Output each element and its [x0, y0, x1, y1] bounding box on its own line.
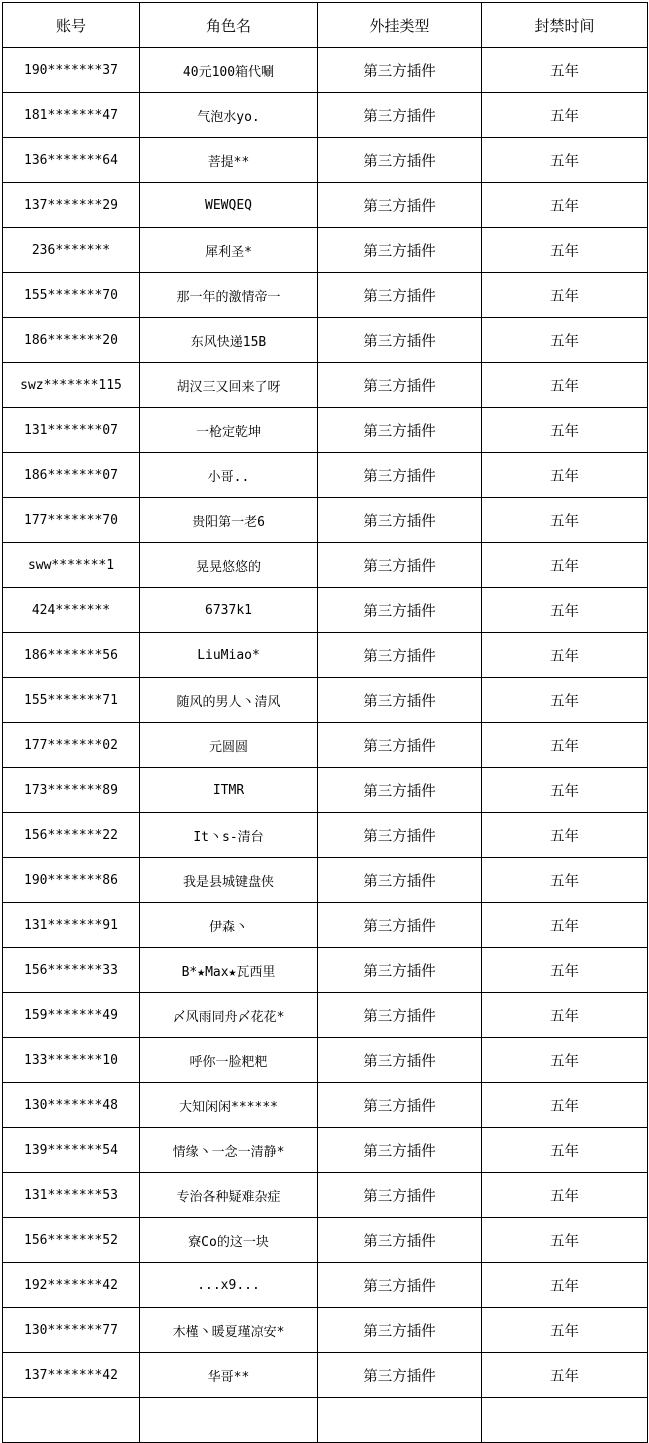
- ban-duration-cell: 五年: [482, 1353, 648, 1398]
- cheat-type-cell: 第三方插件: [318, 723, 482, 768]
- table-row: [3, 1038, 648, 1083]
- ban-duration-cell: 五年: [482, 228, 648, 273]
- ban-duration-cell: 五年: [482, 1308, 648, 1353]
- cheat-type-cell: 第三方插件: [318, 183, 482, 228]
- table-row: [3, 1308, 648, 1353]
- table-row: [3, 1398, 648, 1443]
- role-name-cell: 40元100箱代唰: [140, 48, 318, 93]
- table-row: [3, 453, 648, 498]
- table-row: [3, 813, 648, 858]
- cheat-type-cell: 第三方插件: [318, 948, 482, 993]
- ban-duration-cell: 五年: [482, 318, 648, 363]
- cheat-type-cell: 第三方插件: [318, 588, 482, 633]
- table-row: [3, 588, 648, 633]
- cheat-type-cell: 第三方插件: [318, 633, 482, 678]
- account-cell: 131*******53: [3, 1173, 140, 1218]
- cheat-type-cell: 第三方插件: [318, 318, 482, 363]
- role-name-cell: 随风的男人丶清风: [140, 678, 318, 723]
- table-row: [3, 48, 648, 93]
- cheat-type-cell: 第三方插件: [318, 1308, 482, 1353]
- account-cell: 136*******64: [3, 138, 140, 183]
- account-cell: 181*******47: [3, 93, 140, 138]
- account-cell: 130*******48: [3, 1083, 140, 1128]
- role-name-cell: 那一年的激情帝一: [140, 273, 318, 318]
- role-name-cell: [140, 1398, 318, 1443]
- ban-duration-cell: 五年: [482, 903, 648, 948]
- table-row: [3, 1218, 648, 1263]
- account-cell: 177*******02: [3, 723, 140, 768]
- account-cell: 156*******22: [3, 813, 140, 858]
- ban-duration-cell: 五年: [482, 408, 648, 453]
- ban-duration-cell: 五年: [482, 768, 648, 813]
- role-name-cell: 元圆圆: [140, 723, 318, 768]
- role-name-cell: 我是县城键盘侠: [140, 858, 318, 903]
- ban-duration-cell: 五年: [482, 993, 648, 1038]
- ban-duration-cell: 五年: [482, 273, 648, 318]
- account-cell: 186*******56: [3, 633, 140, 678]
- role-name-cell: 专治各种疑难杂症: [140, 1173, 318, 1218]
- cheat-type-cell: 第三方插件: [318, 48, 482, 93]
- table-header: [3, 3, 648, 48]
- table-row: [3, 1083, 648, 1128]
- header-cheat-type: 外挂类型: [318, 3, 482, 48]
- account-cell: 192*******42: [3, 1263, 140, 1308]
- cheat-type-cell: 第三方插件: [318, 408, 482, 453]
- role-name-cell: WEWQEQ: [140, 183, 318, 228]
- role-name-cell: 贵阳第一老6: [140, 498, 318, 543]
- cheat-type-cell: 第三方插件: [318, 768, 482, 813]
- ban-duration-cell: 五年: [482, 543, 648, 588]
- cheat-type-cell: 第三方插件: [318, 1083, 482, 1128]
- account-cell: 131*******07: [3, 408, 140, 453]
- table-row: [3, 228, 648, 273]
- cheat-type-cell: 第三方插件: [318, 543, 482, 588]
- cheat-type-cell: 第三方插件: [318, 1128, 482, 1173]
- ban-duration-cell: [482, 1398, 648, 1443]
- ban-duration-cell: 五年: [482, 1263, 648, 1308]
- table-row: [3, 723, 648, 768]
- ban-duration-cell: 五年: [482, 363, 648, 408]
- role-name-cell: It丶s-清台: [140, 813, 318, 858]
- role-name-cell: 菩提**: [140, 138, 318, 183]
- account-cell: 130*******77: [3, 1308, 140, 1353]
- cheat-type-cell: 第三方插件: [318, 1263, 482, 1308]
- table-row: [3, 858, 648, 903]
- role-name-cell: 华哥**: [140, 1353, 318, 1398]
- cheat-type-cell: 第三方插件: [318, 993, 482, 1038]
- table-row: [3, 318, 648, 363]
- ban-duration-cell: 五年: [482, 1173, 648, 1218]
- table-row: [3, 363, 648, 408]
- ban-duration-cell: 五年: [482, 588, 648, 633]
- ban-duration-cell: 五年: [482, 723, 648, 768]
- ban-duration-cell: 五年: [482, 48, 648, 93]
- cheat-type-cell: 第三方插件: [318, 228, 482, 273]
- role-name-cell: B*★Max★瓦西里: [140, 948, 318, 993]
- table-row: [3, 1263, 648, 1308]
- table-row: [3, 1353, 648, 1398]
- account-cell: sww*******1: [3, 543, 140, 588]
- role-name-cell: 呼你一脸粑粑: [140, 1038, 318, 1083]
- table-body: [3, 48, 648, 1443]
- role-name-cell: 寮Co的这一块: [140, 1218, 318, 1263]
- cheat-type-cell: [318, 1398, 482, 1443]
- table-row: [3, 1128, 648, 1173]
- ban-list-table: [2, 2, 648, 1443]
- role-name-cell: 〆风雨同舟〆花花*: [140, 993, 318, 1038]
- role-name-cell: 木槿丶暖夏瑾凉安*: [140, 1308, 318, 1353]
- table-row: [3, 138, 648, 183]
- account-cell: 156*******33: [3, 948, 140, 993]
- table-row: [3, 408, 648, 453]
- table-row: [3, 1173, 648, 1218]
- ban-duration-cell: 五年: [482, 1083, 648, 1128]
- account-cell: 139*******54: [3, 1128, 140, 1173]
- account-cell: 190*******37: [3, 48, 140, 93]
- table-row: [3, 498, 648, 543]
- cheat-type-cell: 第三方插件: [318, 93, 482, 138]
- header-role-name: 角色名: [140, 3, 318, 48]
- account-cell: 133*******10: [3, 1038, 140, 1083]
- ban-duration-cell: 五年: [482, 1128, 648, 1173]
- account-cell: 131*******91: [3, 903, 140, 948]
- header-ban-duration: 封禁时间: [482, 3, 648, 48]
- account-cell: 137*******42: [3, 1353, 140, 1398]
- header-row: [3, 3, 648, 48]
- cheat-type-cell: 第三方插件: [318, 273, 482, 318]
- account-cell: [3, 1398, 140, 1443]
- account-cell: 190*******86: [3, 858, 140, 903]
- role-name-cell: 犀利圣*: [140, 228, 318, 273]
- account-cell: 156*******52: [3, 1218, 140, 1263]
- cheat-type-cell: 第三方插件: [318, 363, 482, 408]
- cheat-type-cell: 第三方插件: [318, 813, 482, 858]
- role-name-cell: 东风快递15B: [140, 318, 318, 363]
- role-name-cell: 6737k1: [140, 588, 318, 633]
- account-cell: 186*******07: [3, 453, 140, 498]
- ban-duration-cell: 五年: [482, 678, 648, 723]
- cheat-type-cell: 第三方插件: [318, 1353, 482, 1398]
- account-cell: swz*******115: [3, 363, 140, 408]
- role-name-cell: ...x9...: [140, 1263, 318, 1308]
- role-name-cell: 小哥..: [140, 453, 318, 498]
- ban-duration-cell: 五年: [482, 1218, 648, 1263]
- role-name-cell: 胡汉三又回来了呀: [140, 363, 318, 408]
- role-name-cell: 晃晃悠悠的: [140, 543, 318, 588]
- ban-duration-cell: 五年: [482, 183, 648, 228]
- table-row: [3, 948, 648, 993]
- role-name-cell: 大知闲闲******: [140, 1083, 318, 1128]
- cheat-type-cell: 第三方插件: [318, 1173, 482, 1218]
- role-name-cell: 情缘丶一念一清静*: [140, 1128, 318, 1173]
- ban-duration-cell: 五年: [482, 453, 648, 498]
- role-name-cell: 气泡水yo.: [140, 93, 318, 138]
- account-cell: 173*******89: [3, 768, 140, 813]
- table-row: [3, 903, 648, 948]
- ban-duration-cell: 五年: [482, 138, 648, 183]
- role-name-cell: ITMR: [140, 768, 318, 813]
- ban-duration-cell: 五年: [482, 948, 648, 993]
- table-row: [3, 543, 648, 588]
- cheat-type-cell: 第三方插件: [318, 1218, 482, 1263]
- table-row: [3, 183, 648, 228]
- table-row: [3, 993, 648, 1038]
- account-cell: 186*******20: [3, 318, 140, 363]
- account-cell: 155*******70: [3, 273, 140, 318]
- table-row: [3, 273, 648, 318]
- cheat-type-cell: 第三方插件: [318, 138, 482, 183]
- ban-duration-cell: 五年: [482, 1038, 648, 1083]
- ban-duration-cell: 五年: [482, 813, 648, 858]
- account-cell: 424*******: [3, 588, 140, 633]
- role-name-cell: 一枪定乾坤: [140, 408, 318, 453]
- table-row: [3, 93, 648, 138]
- ban-duration-cell: 五年: [482, 93, 648, 138]
- account-cell: 236*******: [3, 228, 140, 273]
- cheat-type-cell: 第三方插件: [318, 453, 482, 498]
- ban-duration-cell: 五年: [482, 633, 648, 678]
- cheat-type-cell: 第三方插件: [318, 858, 482, 903]
- role-name-cell: LiuMiao*: [140, 633, 318, 678]
- role-name-cell: 伊森丶: [140, 903, 318, 948]
- account-cell: 137*******29: [3, 183, 140, 228]
- table-row: [3, 768, 648, 813]
- table-row: [3, 678, 648, 723]
- account-cell: 155*******71: [3, 678, 140, 723]
- table-row: [3, 633, 648, 678]
- cheat-type-cell: 第三方插件: [318, 498, 482, 543]
- cheat-type-cell: 第三方插件: [318, 1038, 482, 1083]
- account-cell: 177*******70: [3, 498, 140, 543]
- ban-duration-cell: 五年: [482, 858, 648, 903]
- ban-duration-cell: 五年: [482, 498, 648, 543]
- header-account: 账号: [3, 3, 140, 48]
- cheat-type-cell: 第三方插件: [318, 903, 482, 948]
- cheat-type-cell: 第三方插件: [318, 678, 482, 723]
- account-cell: 159*******49: [3, 993, 140, 1038]
